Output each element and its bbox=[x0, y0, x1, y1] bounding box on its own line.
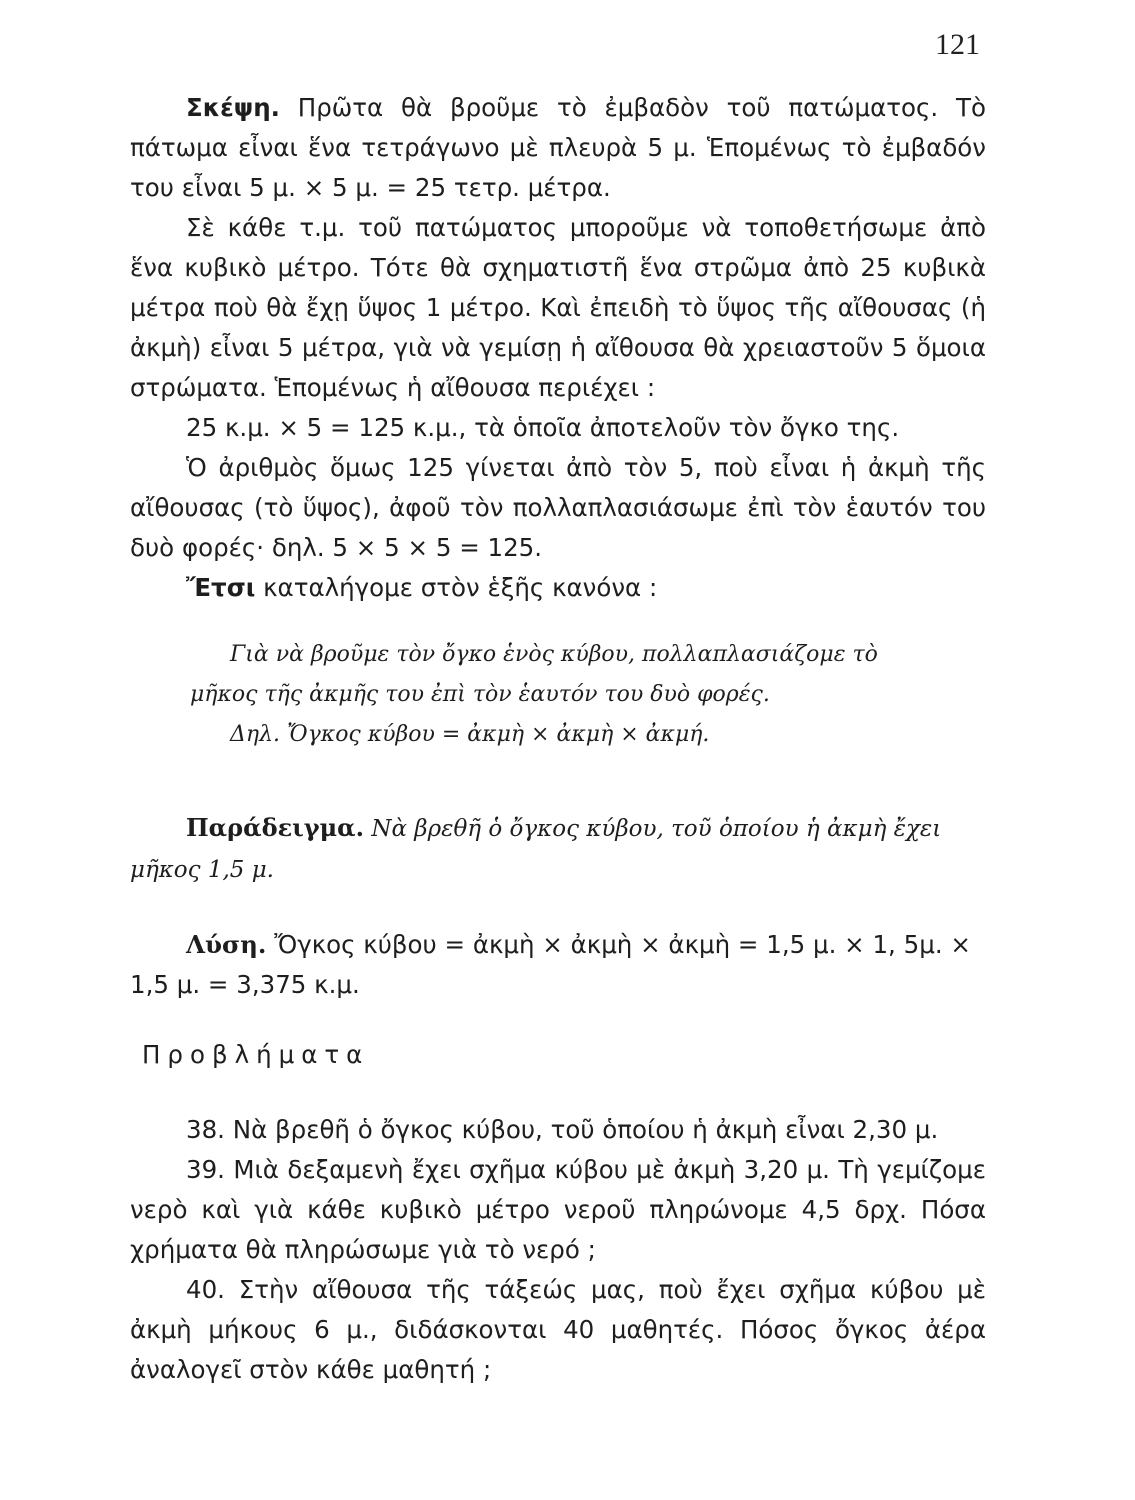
rule-intro-text: καταλήγομε στὸν ἑξῆς κανόνα : bbox=[255, 573, 658, 602]
volume-rule bbox=[190, 635, 986, 755]
paragraph-rule-intro bbox=[130, 568, 986, 608]
solution-paragraph bbox=[130, 925, 986, 1005]
thought-paragraph bbox=[130, 88, 986, 208]
example-paragraph bbox=[130, 808, 986, 890]
problem-38: 38. Νὰ βρεθῆ ὁ ὄγκος κύβου, τοῦ ὁποίου ἡ ἀκμὴ εἶναι 2,30 μ. bbox=[186, 1115, 939, 1144]
rule-line-1: Γιὰ νὰ βροῦμε τὸν ὄγκο ἑνὸς κύβου, πολλαπλασιάζομε τὸ bbox=[230, 642, 878, 667]
paragraph-layers: Σὲ κάθε τ.μ. τοῦ πατώματος μποροῦμε νὰ τοποθετήσωμε ἀπὸ ἕνα κυβικὸ μέτρο. Τότε θὰ σχηματιστῆ ἕνα στρῶμα ἀπὸ 25 κυβικὰ μέτρα ποὺ θὰ ἔχῃ ὕψος 1 μέτρο. Καὶ ἐπειδὴ τὸ ὕψος τῆς αἴθουσας (ἡ ἀκμὴ) εἶναι 5 μέτρα, γιὰ νὰ γεμίσῃ ἡ αἴθουσα θὰ χρειαστοῦν 5 ὅμοια στρώματα. Ἑπομένως ἡ αἴθουσα περιέχει : bbox=[130, 213, 986, 402]
thus-word: Ἔτσι bbox=[186, 573, 256, 602]
solution-section bbox=[130, 925, 986, 1005]
paragraph-volume-calc: 25 κ.μ. × 5 = 125 κ.μ., τὰ ὁποῖα ἀποτελοῦν τὸν ὄγκο της. bbox=[186, 413, 900, 442]
problems-list bbox=[130, 1110, 986, 1390]
problem-40: 40. Στὴν αἴθουσα τῆς τάξεώς μας, ποὺ ἔχει σχῆμα κύβου μὲ ἀκμὴ μήκους 6 μ., διδάσκονται 40 μαθητές. Πόσος ὄγκος ἀέρα ἀναλογεῖ στὸν κάθε μαθητή ; bbox=[130, 1275, 986, 1384]
page-number: 121 bbox=[935, 28, 980, 61]
example-text: Νὰ βρεθῆ ὁ ὄγκος κύβου, τοῦ ὁποίου ἡ ἀκμὴ ἔχει μῆκος 1,5 μ. bbox=[130, 816, 942, 883]
thought-label: Σκέψη. bbox=[186, 93, 280, 122]
intro-section bbox=[130, 88, 986, 608]
solution-label: Λύση. bbox=[186, 930, 267, 959]
paragraph-number-explanation: Ὁ ἀριθμὸς ὅμως 125 γίνεται ἀπὸ τὸν 5, ποὺ εἶναι ἡ ἀκμὴ τῆς αἴθουσας (τὸ ὕψος), ἀφοῦ τὸν πολλαπλασιάσωμε ἐπὶ τὸν ἑαυτόν του δυὸ φορές· δηλ. 5 × 5 × 5 = 125. bbox=[130, 453, 986, 562]
thought-text: Πρῶτα θὰ βροῦμε τὸ ἐμβαδὸν τοῦ πατώματος. Τὸ πάτωμα εἶναι ἕνα τετράγωνο μὲ πλευρὰ 5 μ. Ἑπομένως τὸ ἐμβαδόν του εἶναι 5 μ. × 5 μ. = 25 τετρ. μέτρα. bbox=[130, 93, 986, 202]
rule-line-2: μῆκος τῆς ἀκμῆς του ἐπὶ τὸν ἑαυτόν του δυὸ φορές. bbox=[190, 682, 770, 707]
problem-39: 39. Μιὰ δεξαμενὴ ἔχει σχῆμα κύβου μὲ ἀκμὴ 3,20 μ. Τὴ γεμίζομε νερὸ καὶ γιὰ κάθε κυβικὸ μέτρο νεροῦ πληρώνομε 4,5 δρχ. Πόσα χρήματα θὰ πληρώσωμε γιὰ τὸ νερό ; bbox=[130, 1155, 986, 1264]
rule-formula: Δηλ. Ὄγκος κύβου = ἀκμὴ × ἀκμὴ × ἀκμή. bbox=[230, 722, 710, 747]
solution-text: Ὄγκος κύβου = ἀκμὴ × ἀκμὴ × ἀκμὴ = 1,5 μ. × 1, 5μ. × 1,5 μ. = 3,375 κ.μ. bbox=[130, 930, 971, 999]
problems-heading: Προβλήματα bbox=[142, 1040, 370, 1069]
example-section bbox=[130, 808, 986, 890]
example-label: Παράδειγμα. bbox=[186, 813, 365, 842]
